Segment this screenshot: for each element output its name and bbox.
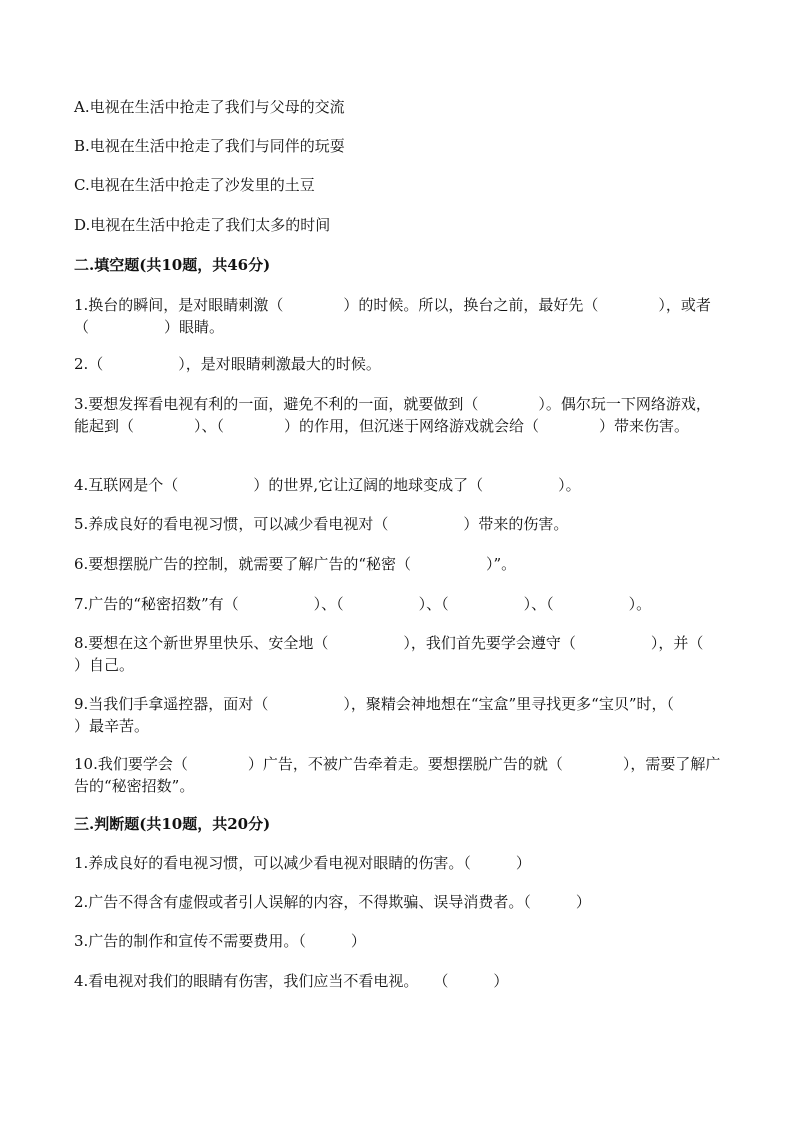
fill-question-8: 8.要想在这个新世界里快乐、安全地（ ），我们首先要学会遵守（ ），并（ ）自己。 — [74, 634, 779, 674]
option-a: A.电视在生活中抢走了我们与父母的交流 — [74, 98, 345, 116]
fill-question-4: 4.互联网是个（ ）的世界,它让辽阔的地球变成了（ ）。 — [74, 476, 581, 494]
judge-question-1: 1.养成良好的看电视习惯，可以减少看电视对眼睛的伤害。（ ） — [74, 854, 531, 872]
fill-question-1: 1.换台的瞬间，是对眼睛刺激（ ）的时候。所以，换台之前，最好先（ ），或者（ ）眼睛。 — [74, 296, 711, 336]
option-d: D.电视在生活中抢走了我们太多的时间 — [74, 216, 331, 234]
option-b: B.电视在生活中抢走了我们与同伴的玩耍 — [74, 137, 345, 155]
fill-question-3: 3.要想发挥看电视有利的一面，避免不利的一面，就要做到（ ）。偶尔玩一下网络游戏，能起到（ ）、（ ）的作用，但沉迷于网络游戏就会给（ ）带来伤害。 — [74, 395, 711, 435]
section-2-heading: 二.填空题(共10题，共46分) — [74, 256, 271, 274]
judge-question-3: 3.广告的制作和宣传不需要费用。（ ） — [74, 932, 366, 950]
fill-question-2: 2.（ ），是对眼睛刺激最大的时候。 — [74, 355, 381, 373]
section-3-heading: 三.判断题(共10题，共20分) — [74, 815, 271, 833]
fill-question-10: 10.我们要学会（ ）广告，不被广告牵着走。要想摆脱广告的就（ ），需要了解广告的“秘密招数”。 — [74, 755, 721, 795]
fill-question-6: 6.要想摆脱广告的控制，就需要了解广告的“秘密（ ）”。 — [74, 555, 517, 573]
fill-question-7: 7.广告的“秘密招数”有（ ）、（ ）、（ ）、（ ）。 — [74, 595, 652, 613]
fill-question-5: 5.养成良好的看电视习惯，可以减少看电视对（ ）带来的伤害。 — [74, 515, 569, 533]
judge-question-2: 2.广告不得含有虚假或者引人误解的内容，不得欺骗、误导消费者。（ ） — [74, 893, 591, 911]
judge-question-4: 4.看电视对我们的眼睛有伤害，我们应当不看电视。 （ ） — [74, 972, 509, 990]
option-c: C.电视在生活中抢走了沙发里的土豆 — [74, 176, 315, 194]
fill-question-9: 9.当我们手拿遥控器，面对（ ），聚精会神地想在“宝盒”里寻找更多“宝贝”时，（ ）最辛苦。 — [74, 695, 750, 735]
